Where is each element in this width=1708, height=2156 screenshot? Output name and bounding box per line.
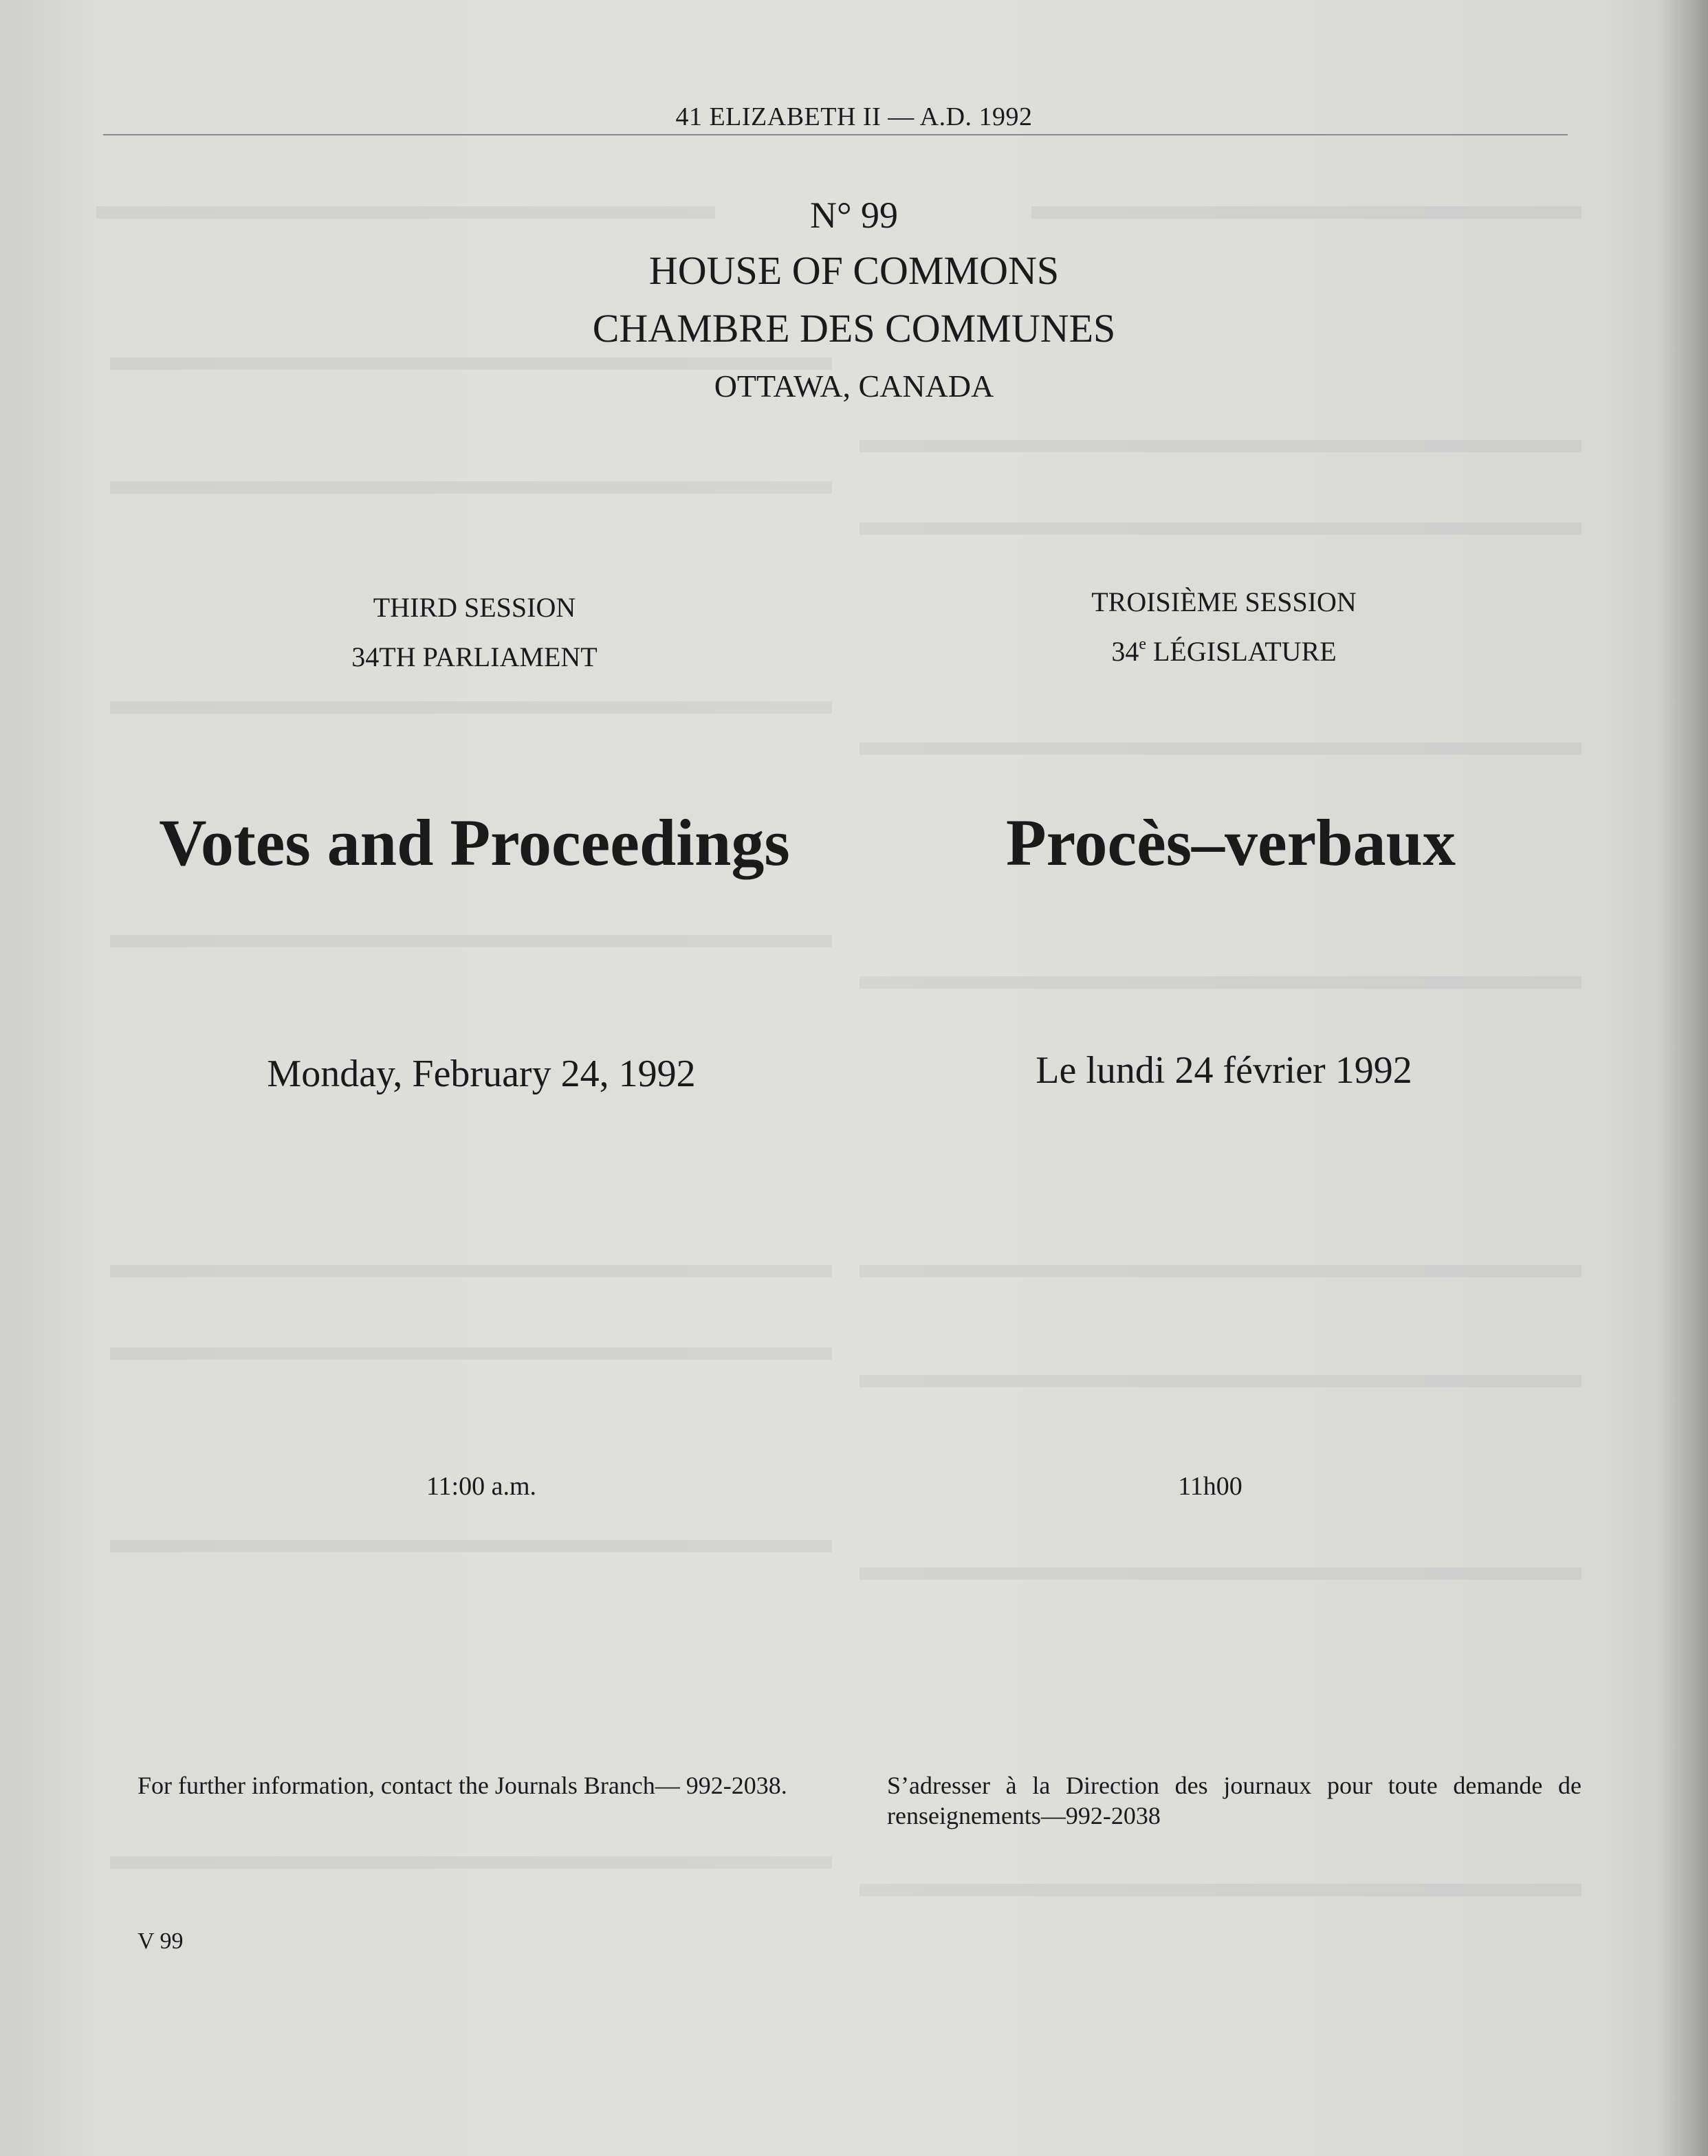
bleed-through-line xyxy=(860,1375,1581,1387)
house-name-french: CHAMBRE DES COMMUNES xyxy=(592,306,1116,351)
header-rule xyxy=(103,134,1568,135)
bleed-through-line xyxy=(110,1348,832,1360)
bleed-through-line xyxy=(860,1265,1581,1277)
session-english-line2: 34TH PARLIAMENT xyxy=(351,641,598,672)
issue-number: N° 99 xyxy=(809,195,899,236)
bleed-through-line xyxy=(110,701,832,714)
bleed-through-line xyxy=(860,1568,1581,1580)
contact-note-french: S’adresser à la Direction des journaux pour toute demande de renseignements—992-2038 xyxy=(887,1772,1581,1829)
bleed-through-line xyxy=(110,481,832,494)
bleed-through-line xyxy=(860,1884,1581,1896)
bleed-through-line xyxy=(860,522,1581,535)
legislature-word: LÉGISLATURE xyxy=(1146,636,1337,667)
house-name-english: HOUSE OF COMMONS xyxy=(648,248,1060,293)
date-english: Monday, February 24, 1992 xyxy=(267,1053,696,1095)
city-line: OTTAWA, CANADA xyxy=(714,368,994,404)
title-french: Procès–verbaux xyxy=(1005,806,1456,879)
bleed-through-line xyxy=(860,976,1581,989)
volume-number: V 99 xyxy=(138,1928,184,1954)
session-french-line2 xyxy=(1031,627,1416,676)
bleed-through-line xyxy=(110,1540,832,1552)
date-french: Le lundi 24 février 1992 xyxy=(1036,1049,1412,1092)
bleed-through-line xyxy=(860,742,1581,755)
legislature-number: 34 xyxy=(1111,636,1139,667)
contact-note-english: For further information, contact the Journals Branch— 992-2038. xyxy=(138,1772,787,1799)
session-english-line1: THIRD SESSION xyxy=(373,592,576,623)
sitting-time-english: 11:00 a.m. xyxy=(426,1472,537,1501)
bleed-through-line xyxy=(110,1265,832,1277)
title-english: Votes and Proceedings xyxy=(159,806,790,879)
regnal-year-header: 41 ELIZABETH II — A.D. 1992 xyxy=(675,102,1033,131)
bleed-through-line xyxy=(860,440,1581,452)
session-french xyxy=(1031,578,1416,676)
session-english xyxy=(296,583,653,682)
sitting-time-french: 11h00 xyxy=(1178,1472,1242,1501)
bleed-through-line xyxy=(110,935,832,947)
legislature-ordinal: e xyxy=(1139,635,1146,654)
bleed-through-line xyxy=(110,1856,832,1869)
session-french-line1: TROISIÈME SESSION xyxy=(1091,586,1357,617)
page-edge-shadow xyxy=(1660,0,1708,2156)
